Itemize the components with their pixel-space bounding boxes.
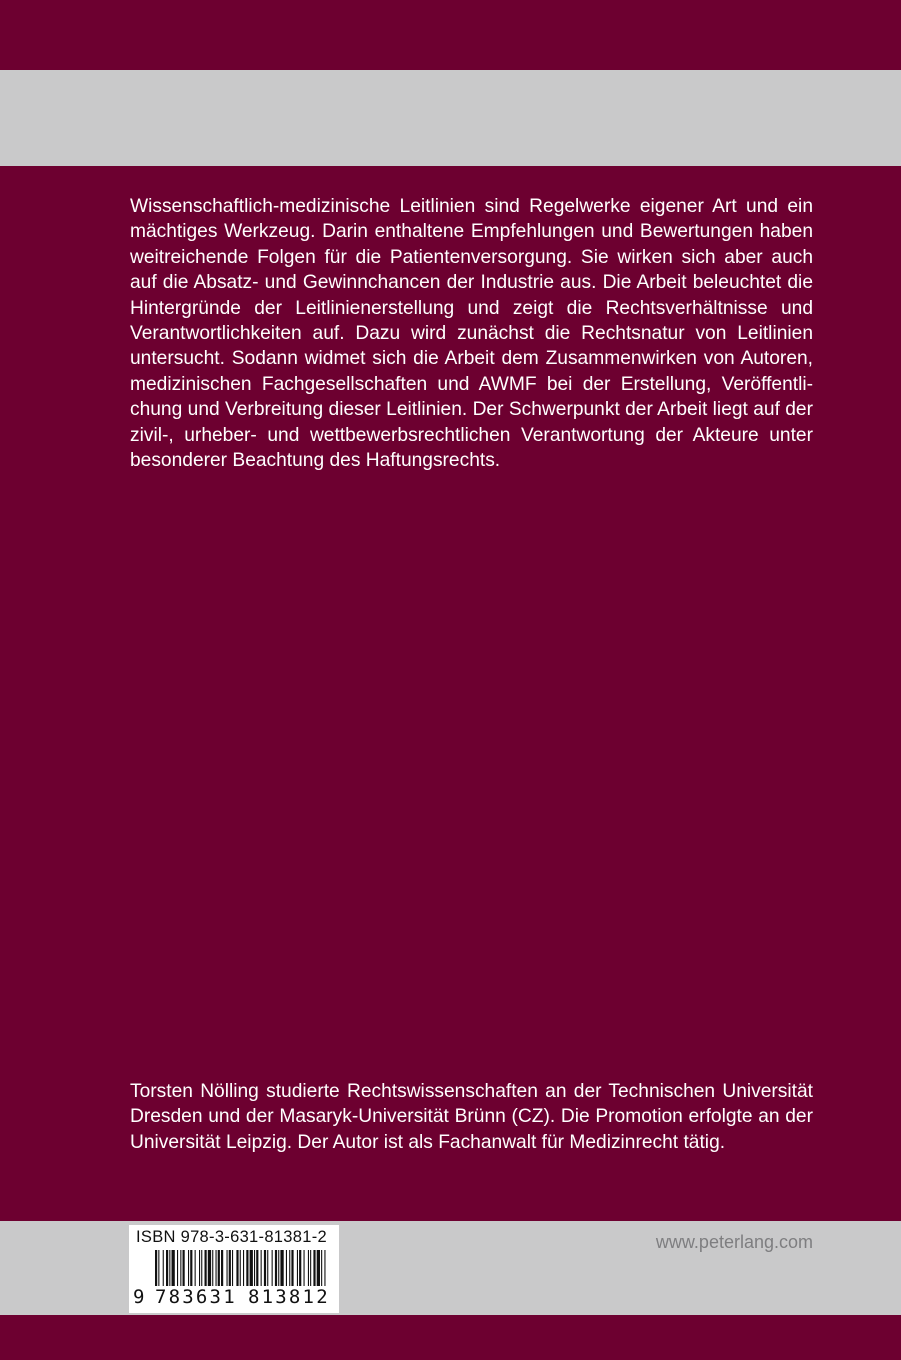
barcode-bar (169, 1250, 170, 1286)
barcode-bar (188, 1250, 189, 1286)
barcode-bar (246, 1250, 248, 1286)
barcode-bar (212, 1250, 213, 1286)
barcode-bar (286, 1250, 287, 1286)
barcode-bar (201, 1250, 202, 1286)
barcode-left-group: 783631 (155, 1286, 237, 1308)
barcode-bar (205, 1250, 207, 1286)
barcode-bar (313, 1250, 315, 1286)
barcode-bar (216, 1250, 217, 1286)
barcode-bar (155, 1250, 157, 1286)
barcode-right-group: 813812 (248, 1286, 330, 1308)
barcode-bar (158, 1250, 159, 1286)
barcode-bar (227, 1250, 228, 1286)
barcode-bar (278, 1250, 279, 1286)
barcode-bar (275, 1250, 277, 1286)
barcode-bar (208, 1250, 211, 1286)
isbn-label: ISBN 978-3-631-81381-2 (136, 1228, 327, 1246)
barcode-bar (236, 1250, 238, 1286)
barcode-bar (177, 1250, 178, 1286)
top-band (0, 70, 901, 166)
barcode-bars (129, 1250, 339, 1286)
barcode-bar (256, 1250, 258, 1286)
barcode-bar (254, 1250, 255, 1286)
barcode-bar (321, 1250, 322, 1286)
barcode-bar (291, 1250, 293, 1286)
barcode-bar (261, 1250, 262, 1286)
barcode-bar (172, 1250, 175, 1286)
barcode-bar (250, 1250, 253, 1286)
barcode-bar (218, 1250, 220, 1286)
abstract-text: Wissenschaftlich-medizinische Leitlinien sind Regelwerke eigener Art und ein mächtiges Werkzeug. Darin enthaltene Empfehlungen und Bewertungen haben weitreichende Folgen für die Patientenversorgung. Sie wirken sich aber auch auf die Absatz- und Gewinnchancen der Industrie aus. Die Arbeit beleuchtet die Hintergründe der Leitlinienerstellung und zeigt die Rechtsverhältnisse und Verantwortlichkeiten auf. Dazu wird zunächst die Rechtsnatur von Leitlinien untersucht. Sodann widmet sich die Arbeit dem Zusammenwirken von Autoren, medizinischen Fachgesellschaften und AWMF bei der Erstellung, Veröffentlichung und Verbreitung dieser Leitlinien. Der Schwerpunkt der Arbeit liegt auf der zivil-, urheber- und wettbewerbsrechtlichen Verantwortung der Akteure unter besonderer Beachtung des Haftungsrechts. (130, 196, 813, 472)
barcode-bar (221, 1250, 223, 1286)
barcode-bar (272, 1250, 273, 1286)
barcode-bar (190, 1250, 192, 1286)
barcode-bar (180, 1250, 181, 1286)
barcode-bar (232, 1250, 233, 1286)
author-bio: Torsten Nölling studierte Rechtswissenschaften an der Technischen Universität Dresden und der Masaryk-Universität Brünn (CZ). Die Promotion erfolgte an der Universität Leipzig. Der Autor ist als Fachanwalt für Medizinrecht tätig. (130, 1081, 813, 1153)
barcode-bar (310, 1250, 311, 1286)
barcode-first-digit: 9 (133, 1286, 145, 1308)
barcode-bar (308, 1250, 309, 1286)
barcode-bar (324, 1250, 325, 1286)
barcode-bar (240, 1250, 241, 1286)
barcode-bar (280, 1250, 283, 1286)
barcode-bar (299, 1250, 301, 1286)
barcode-bar (267, 1250, 268, 1286)
barcode-bar (264, 1250, 266, 1286)
isbn-barcode (129, 1225, 339, 1313)
barcode-digits (129, 1286, 339, 1310)
barcode-bar (183, 1250, 185, 1286)
barcode-bar (243, 1250, 244, 1286)
barcode-bar (304, 1250, 305, 1286)
barcode-bar (289, 1250, 290, 1286)
barcode-bar (166, 1250, 168, 1286)
barcode-bar (199, 1250, 200, 1286)
barcode-bar (297, 1250, 298, 1286)
barcode-bar (195, 1250, 196, 1286)
publisher-url: www.peterlang.com (655, 1232, 813, 1252)
barcode-bar (163, 1250, 164, 1286)
barcode-bar (229, 1250, 231, 1286)
barcode-bar (317, 1250, 320, 1286)
